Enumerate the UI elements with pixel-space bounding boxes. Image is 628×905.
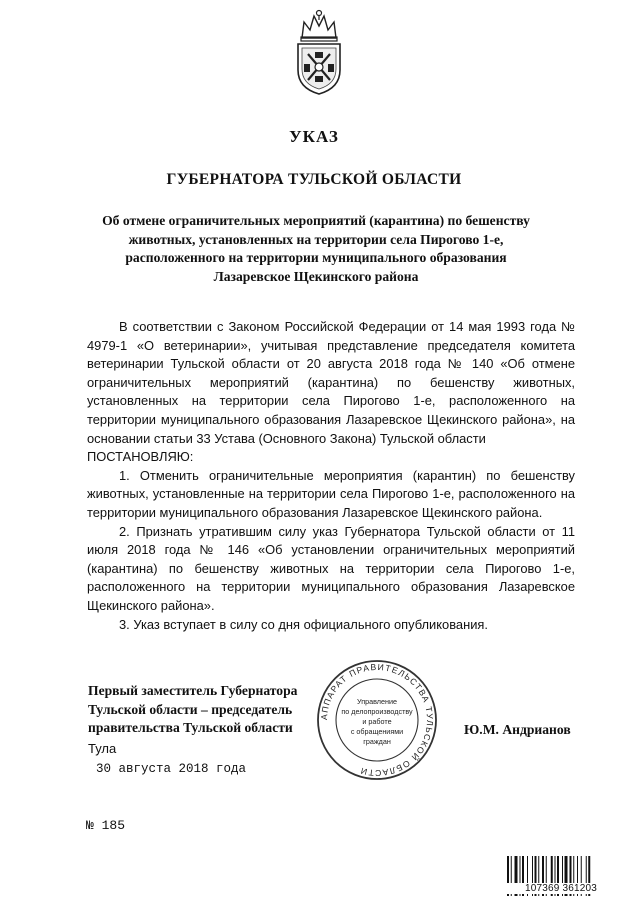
issue-city: Тула: [88, 741, 117, 756]
subject-line: Лазаревское Щекинского района: [213, 268, 419, 284]
stamp-inner-line: по делопроизводству: [341, 707, 413, 716]
position-line: Первый заместитель Губернатора: [88, 683, 298, 698]
stamp-inner-line: граждан: [363, 737, 391, 746]
position-line: правительства Тульской области: [88, 720, 293, 735]
subject-line: расположенного на территории муниципального образования: [125, 250, 507, 265]
issue-date: 30 августа 2018 года: [96, 762, 247, 776]
issuer-title: ГУБЕРНАТОРА ТУЛЬСКОЙ ОБЛАСТИ: [166, 171, 462, 188]
subject-line: Об отмене ограничительных мероприятий (карантина) по бешенству: [102, 213, 530, 228]
decree-item-2: 2. Признать утратившим силу указ Губернатора Тульской области от 11 июля 2018 года № 146 «Об установлении ограничительных мероприятий (карантина) по бешенству животных на территории села Пирогово 1-е, расположенного на территории муниципального образования Лазаревское Щекинского района».: [87, 523, 575, 613]
decree-word: ПОСТАНОВЛЯЮ:: [87, 449, 194, 465]
stamp-inner-line: с обращениями: [350, 727, 404, 736]
decree-number: № 185: [86, 818, 126, 833]
tula-coat-of-arms-icon: [288, 8, 350, 96]
stamp-inner-line: и работе: [362, 717, 392, 726]
signatory-position: [88, 682, 328, 738]
stamp-outer-text: АППАРАТ ПРАВИТЕЛЬСТВА ТУЛЬСКОЙ ОБЛАСТИ: [318, 661, 436, 779]
subject-line: животных, установленных на территории села Пирогово 1-е,: [128, 231, 504, 247]
official-stamp: [315, 658, 439, 782]
position-line: Тульской области – председатель: [88, 701, 293, 717]
barcode-number: 107369 361203: [506, 883, 616, 894]
decree-subject: [96, 212, 536, 286]
decree-item-3: 3. Указ вступает в силу со дня официального опубликования.: [119, 616, 488, 632]
preamble-paragraph: В соответствии с Законом Российской Федерации от 14 мая 1993 года № 4979-1 «О ветеринарии», учитывая представление председателя комитета ветеринарии Тульской области от 20 августа 2018 года № 140 «Об отмене ограничительных мероприятий (карантина) по бешенству животных, установленных на территории села Пирогово 1-е, расположенного на территории муниципального образования Лазаревское Щекинского района», на основании статьи 33 Устава (Основного Закона) Тульской области: [87, 319, 575, 446]
decree-item-1: 1. Отменить ограничительные мероприятия (карантин) по бешенству животных, установленные на территории села Пирогово 1-е, расположенного на территории муниципального образования Лазаревское Щекинского района.: [87, 467, 575, 520]
signatory-name: Ю.М. Андрианов: [464, 722, 571, 737]
stamp-inner-line: Управление: [357, 697, 397, 706]
decree-body: [87, 318, 575, 634]
document-type-title: УКАЗ: [289, 127, 339, 146]
